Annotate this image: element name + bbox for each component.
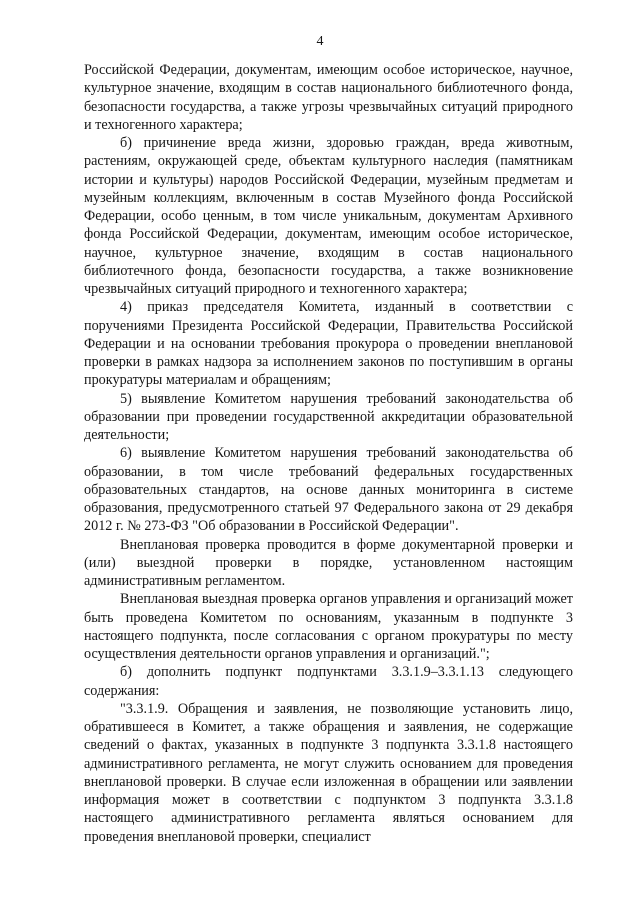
paragraph: "3.3.1.9. Обращения и заявления, не позволяющие установить лицо, обратившееся в Комитет, а также обращения и заявления, не содержащие сведений о фактах, указанных в подпункте 3 подпункта 3.3.1.8 настоящего административного регламента, не могут служить основанием для проведения внеплановой проверки. В случае если изложенная в обращении или заявлении информация может в соответствии с подпунктом 3 подпункта 3.3.1.8 настоящего административного регламента являться основанием для проведения внеплановой проверки, специалист <box>84 700 573 845</box>
paragraph: 6) выявление Комитетом нарушения требований законодательства об образовании, в том числе требований федеральных государственных образовательных стандартов, на основе данных мониторинга в системе образования, предусмотренного статьей 97 Федерального закона от 29 декабря 2012 г. № 273-ФЗ "Об образовании в Российской Федерации". <box>84 445 573 535</box>
paragraph: Российской Федерации, документам, имеющим особое историческое, научное, культурное значение, входящим в состав национального библиотечного фонда, безопасности государства, а также угрозы чрезвычайных ситуаций природного и техногенного характера; <box>84 62 573 133</box>
paragraph: б) причинение вреда жизни, здоровью граждан, вреда животным, растениям, окружающей среде, объектам культурного наследия (памятникам истории и культуры) народов Российской Федерации, музейным предметам и музейным коллекциям, включенным в состав Музейного фонда Российской Федерации, особо ценным, в том числе уникальным, документам Архивного фонда Российской Федерации, документам, имеющим особое историческое, научное, культурное значение, входящим в состав национального библиотечного фонда, безопасности государства, а также возникновение чрезвычайных ситуаций природного и техногенного характера; <box>84 135 573 297</box>
document-body <box>84 61 573 846</box>
paragraph: 4) приказ председателя Комитета, изданный в соответствии с поручениями Президента Российской Федерации, Правительства Российской Федерации и на основании требования прокурора о проведении внеплановой проверки в рамках надзора за исполнением законов по поступившим в органы прокуратуры материалам и обращениям; <box>84 299 573 389</box>
paragraph: Внеплановая выездная проверка органов управления и организаций может быть проведена Комитетом по основаниям, указанным в подпункте 3 настоящего подпункта, после согласования с органом прокуратуры по месту осуществления деятельности органов управления и организаций."; <box>84 591 573 662</box>
paragraph: 5) выявление Комитетом нарушения требований законодательства об образовании при проведении государственной аккредитации образовательной деятельности; <box>84 390 573 443</box>
paragraph: б) дополнить подпункт подпунктами 3.3.1.9–3.3.1.13 следующего содержания: <box>84 664 573 699</box>
paragraph: Внеплановая проверка проводится в форме документарной проверки и (или) выездной проверки в порядке, установленном настоящим административным регламентом. <box>84 536 573 589</box>
page-number: 4 <box>316 34 324 49</box>
